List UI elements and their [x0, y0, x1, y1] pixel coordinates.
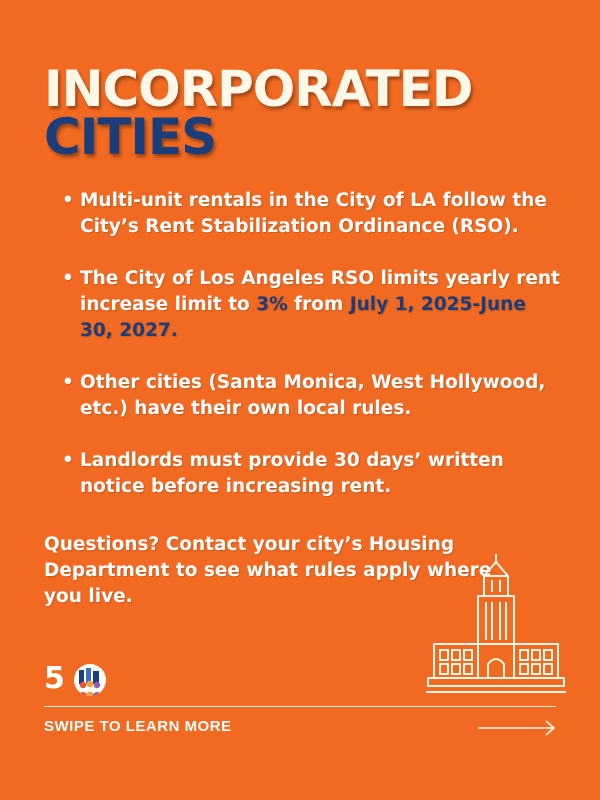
- bullet-list: [62, 188, 562, 500]
- bullet-text-middle: from: [287, 294, 350, 315]
- bullet-item: [62, 266, 562, 344]
- swipe-label: SWIPE TO LEARN MORE: [44, 718, 232, 735]
- highlight-percent: 3%: [256, 294, 288, 315]
- footer-divider: [44, 706, 556, 707]
- questions-text: Questions? Contact your city’s Housing Department to see what rules apply where you live.: [44, 534, 492, 607]
- bullet-item: [62, 448, 562, 500]
- bullet-text-before: The City of Los Angeles RSO limits yearly rent increase limit to: [80, 268, 560, 315]
- people-icon: [74, 664, 106, 696]
- highlight-dates: July 1, 2025-June 30, 2027.: [80, 294, 526, 341]
- anniversary-logo-icon: [44, 660, 116, 700]
- logo-badge: [74, 664, 106, 696]
- title-line-1: INCORPORATED: [44, 60, 473, 118]
- bullet-item: [62, 370, 562, 422]
- right-arrow-icon[interactable]: [476, 718, 558, 738]
- bullet-text: Landlords must provide 30 days’ written notice before increasing rent.: [80, 450, 504, 497]
- logo-number: 5: [44, 661, 63, 696]
- bullet-item: [62, 188, 562, 240]
- city-hall-building-icon: [426, 552, 566, 698]
- bullet-text: Other cities (Santa Monica, West Hollywood, etc.) have their own local rules.: [80, 372, 546, 419]
- title-line-2: CITIES: [44, 108, 217, 166]
- bullet-text: Multi-unit rentals in the City of LA follow the City’s Rent Stabilization Ordinance (RSO).: [80, 190, 547, 237]
